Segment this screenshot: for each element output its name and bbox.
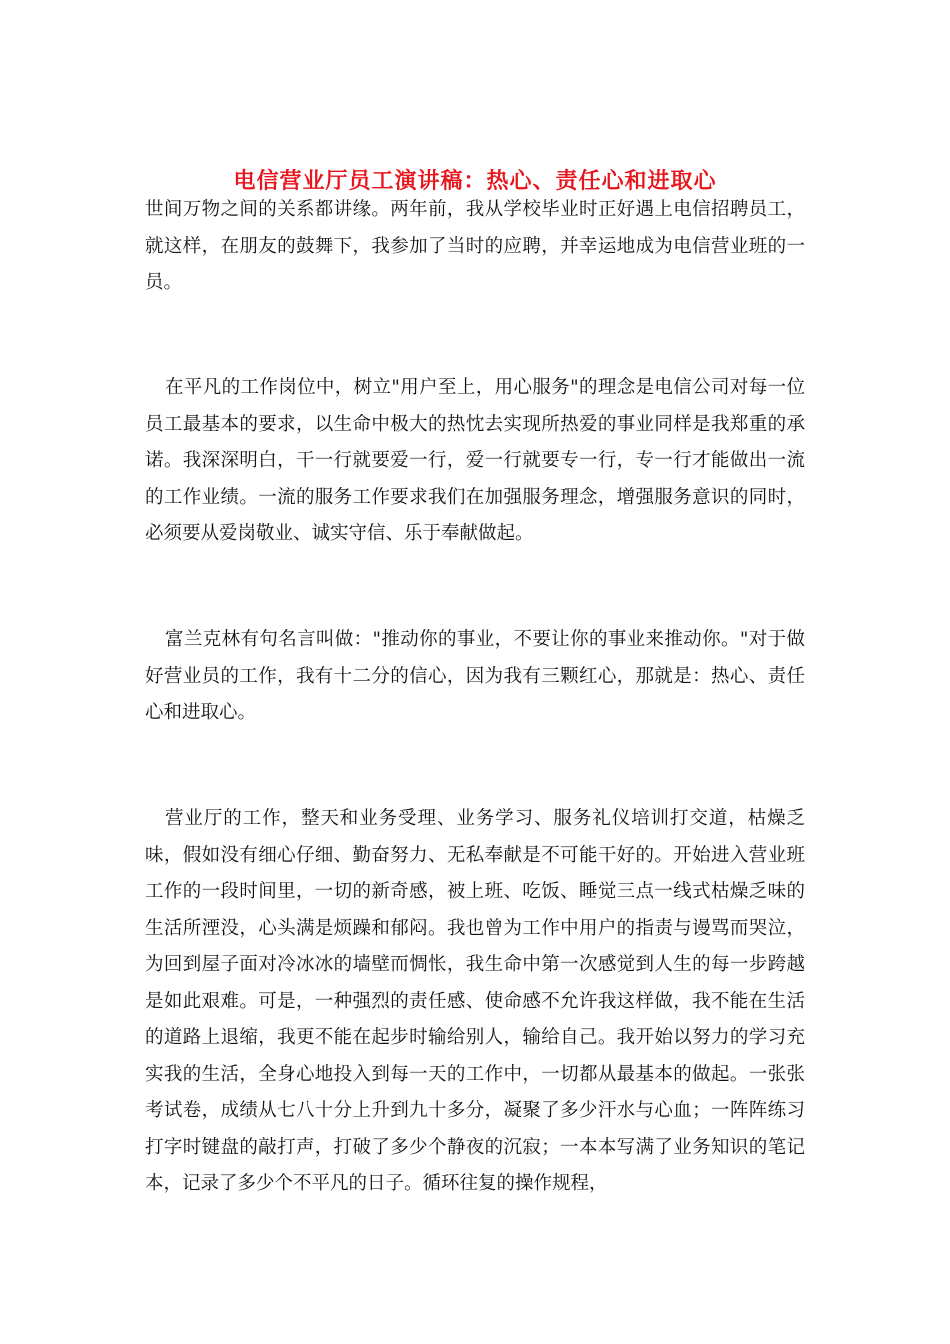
paragraph-3: 富兰克林有句名言叫做："推动你的事业，不要让你的事业来推动你。"对于做好营业员的工作，我有十二分的信心，因为我有三颗红心，那就是：热心、责任心和进取心。 <box>145 629 805 723</box>
paragraph-2: 在平凡的工作岗位中，树立"用户至上，用心服务"的理念是电信公司对每一位员工最基本的要求，以生命中极大的热忱去实现所热爱的事业同样是我郑重的承诺。我深深明白，干一行就要爱一行，爱一行就要专一行，专一行才能做出一流的工作业绩。一流的服务工作要求我们在加强服务理念，增强服务意识的同时，必须要从爱岗敬业、诚实守信、乐于奉献做起。 <box>145 377 805 544</box>
document-title: 电信营业厅员工演讲稿：热心、责任心和进取心 <box>233 167 717 194</box>
paragraph-4: 营业厅的工作，整天和业务受理、业务学习、服务礼仪培训打交道，枯燥乏味，假如没有细心仔细、勤奋努力、无私奉献是不可能干好的。开始进入营业班工作的一段时间里，一切的新奇感，被上班、吃饭、睡觉三点一线式枯燥乏味的生活所湮没，心头满是烦躁和郁闷。我也曾为工作中用户的指责与谩骂而哭泣，为回到屋子面对冷冰冰的墙壁而惆怅，我生命中第一次感觉到人生的每一步跨越是如此艰难。可是，一种强烈的责任感、使命感不允许我这样做，我不能在生活的道路上退缩，我更不能在起步时输给别人，输给自己。我开始以努力的学习充实我的生活，全身心地投入到每一天的工作中，一切都从最基本的做起。一张张考试卷，成绩从七八十分上升到九十多分，凝聚了多少汗水与心血；一阵阵练习打字时键盘的敲打声，打破了多少个静夜的沉寂；一本本写满了业务知识的笔记本，记录了多少个不平凡的日子。循环往复的操作规程， <box>145 808 805 1194</box>
paragraph-1: 世间万物之间的关系都讲缘。两年前，我从学校毕业时正好遇上电信招聘员工，就这样，在朋友的鼓舞下，我参加了当时的应聘，并幸运地成为电信营业班的一员。 <box>145 199 805 293</box>
